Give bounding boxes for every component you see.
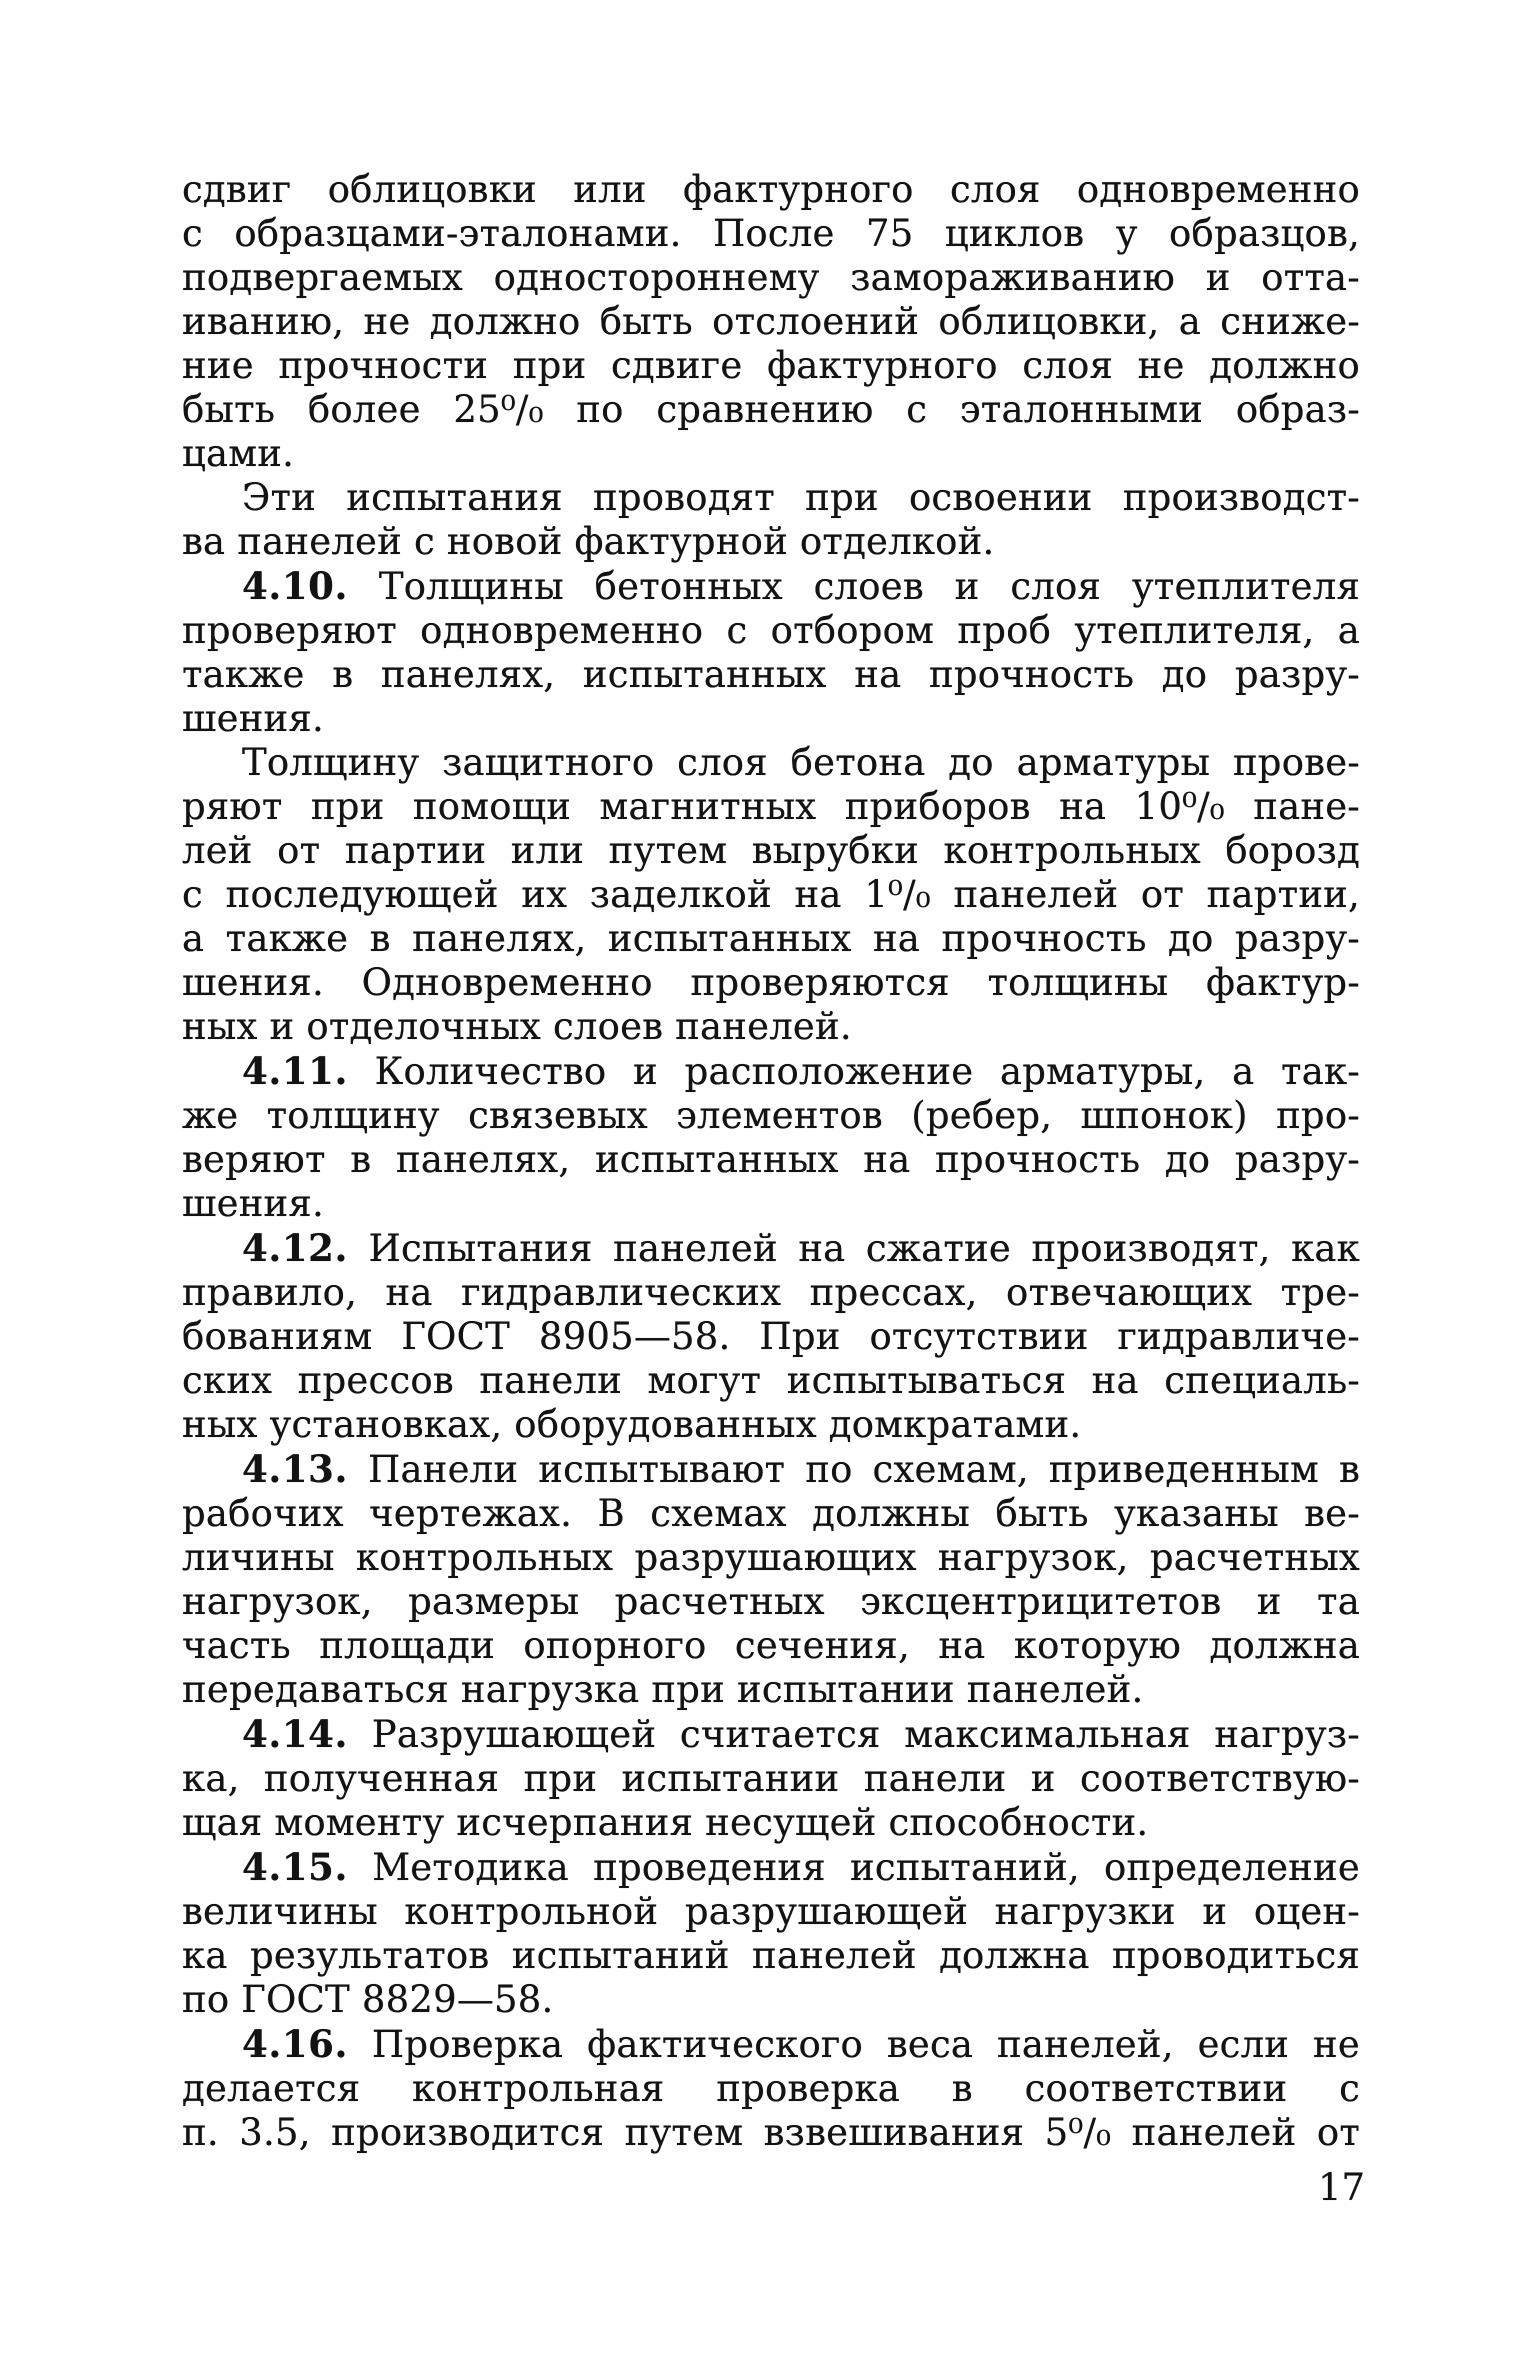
text-line: цами. [182, 432, 295, 475]
text-line: правило, на гидравлических прессах, отвечающих тре- [182, 1271, 1360, 1314]
paragraph [182, 741, 1360, 1049]
text-line: лей от партии или путем вырубки контрольных борозд [182, 829, 1360, 872]
text-line: 4.16. Проверка фактического веса панелей, если не [242, 2022, 1360, 2066]
text-line: величины контрольной разрушающей нагрузки и оцен- [182, 1890, 1360, 1933]
text-line: п. 3.5, производится путем взвешивания 5⁰/₀ панелей от [182, 2111, 1360, 2154]
text-line: веряют в панелях, испытанных на прочность до разру- [182, 1138, 1360, 1181]
paragraph [182, 2022, 1360, 2155]
text-line: сдвиг облицовки или фактурного слоя одновременно [182, 168, 1360, 211]
text-line: а также в панелях, испытанных на прочность до разру- [182, 917, 1360, 960]
text-line: 4.15. Методика проведения испытаний, определение [242, 1845, 1360, 1889]
text-line: шения. [182, 1182, 324, 1225]
text-line: ских прессов панели могут испытываться на специаль- [182, 1359, 1360, 1402]
page-number: 17 [1318, 2166, 1366, 2209]
text-line: иванию, не должно быть отслоений облицовки, а сниже- [182, 300, 1360, 343]
text-line: часть площади опорного сечения, на которую должна [182, 1624, 1360, 1667]
text-line: 4.10. Толщины бетонных слоев и слоя утеплителя [242, 564, 1360, 608]
section-number: 4.13. [242, 1447, 348, 1491]
text-line: с образцами-эталонами. После 75 циклов у образцов, [182, 212, 1360, 255]
paragraph [182, 168, 1360, 476]
text-line: Толщину защитного слоя бетона до арматуры прове- [242, 741, 1360, 784]
section-number: 4.14. [242, 1712, 348, 1756]
section-number: 4.12. [242, 1226, 348, 1270]
text-line: 4.11. Количество и расположение арматуры, а так- [242, 1049, 1360, 1093]
text-line: делается контрольная проверка в соответствии с [182, 2067, 1360, 2110]
paragraph [182, 1845, 1360, 2022]
text-line: ва панелей с новой фактурной отделкой. [182, 520, 995, 563]
text-line: ряют при помощи магнитных приборов на 10⁰/₀ пане- [182, 785, 1360, 828]
text-line: Эти испытания проводят при освоении производст- [242, 476, 1360, 519]
text-line: нагрузок, размеры расчетных эксцентрицитетов и та [182, 1580, 1360, 1623]
text-line: с последующей их заделкой на 1⁰/₀ панелей от партии, [182, 873, 1360, 916]
text-line: ние прочности при сдвиге фактурного слоя не должно [182, 344, 1360, 387]
text-line: же толщину связевых элементов (ребер, шпонок) про- [182, 1094, 1360, 1137]
text-block [182, 168, 1360, 2155]
text-line: рабочих чертежах. В схемах должны быть указаны ве- [182, 1492, 1360, 1535]
text-line: проверяют одновременно с отбором проб утеплителя, а [182, 609, 1360, 652]
paragraph [182, 1049, 1360, 1226]
text-line: по ГОСТ 8829—58. [182, 1978, 554, 2021]
paragraph [182, 1447, 1360, 1712]
paragraph [182, 564, 1360, 741]
section-number: 4.11. [242, 1049, 348, 1093]
text-line: шения. Одновременно проверяются толщины фактур- [182, 961, 1360, 1004]
text-line: 4.12. Испытания панелей на сжатие производят, как [242, 1226, 1360, 1270]
paragraph [182, 476, 1360, 564]
text-line: ка, полученная при испытании панели и соответствую- [182, 1757, 1360, 1800]
paragraph [182, 1712, 1360, 1845]
text-line: ных установках, оборудованных домкратами. [182, 1403, 1082, 1446]
text-line: бованиям ГОСТ 8905—58. При отсутствии гидравличе- [182, 1315, 1360, 1358]
text-line: ных и отделочных слоев панелей. [182, 1005, 852, 1048]
text-line: подвергаемых одностороннему замораживанию и отта- [182, 256, 1360, 299]
text-line: 4.14. Разрушающей считается максимальная нагруз- [242, 1712, 1360, 1756]
text-line: шения. [182, 697, 324, 740]
text-line: щая моменту исчерпания несущей способности. [182, 1801, 1149, 1844]
text-line: также в панелях, испытанных на прочность до разру- [182, 653, 1360, 696]
section-number: 4.15. [242, 1845, 348, 1889]
text-line: личины контрольных разрушающих нагрузок, расчетных [182, 1536, 1360, 1579]
text-line: 4.13. Панели испытывают по схемам, приведенным в [242, 1447, 1360, 1491]
section-number: 4.16. [242, 2022, 348, 2066]
text-line: ка результатов испытаний панелей должна проводиться [182, 1934, 1360, 1977]
paragraph [182, 1226, 1360, 1447]
text-line: передаваться нагрузка при испытании панелей. [182, 1668, 1144, 1711]
text-line: быть более 25⁰/₀ по сравнению с эталонными образ- [182, 388, 1360, 431]
section-number: 4.10. [242, 564, 348, 608]
